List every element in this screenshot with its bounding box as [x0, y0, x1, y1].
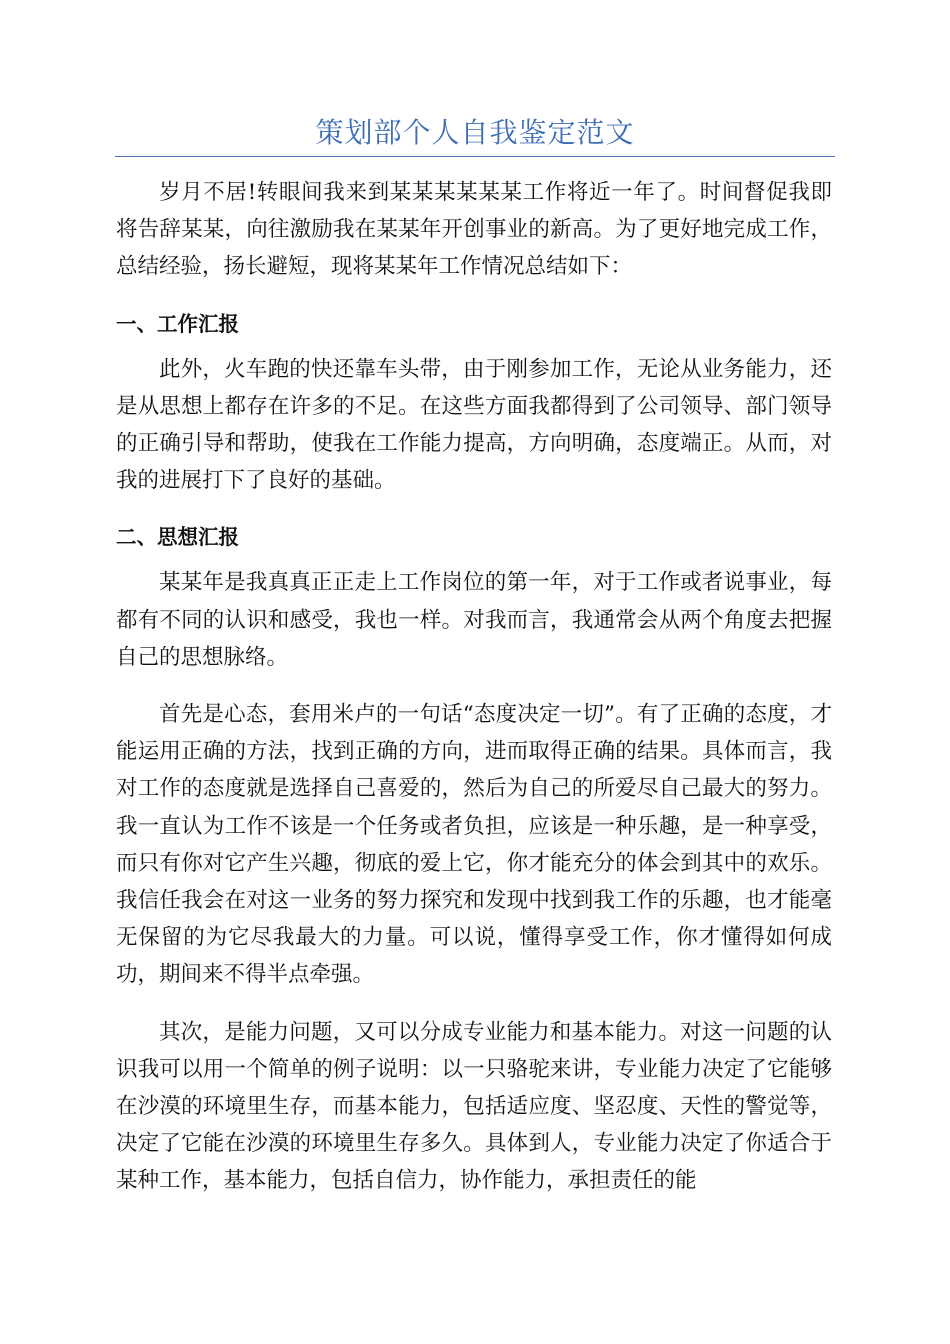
section-heading-thought-report: 二、思想汇报	[116, 525, 239, 550]
title-block	[115, 112, 835, 157]
intro-paragraph: 岁月不居!转眼间我来到某某某某某某工作将近一年了。时间督促我即将告辞某某，向往激励我在某某年开创事业的新高。为了更好地完成工作，总结经验，扬长避短，现将某某年工作情况总结如下：	[116, 180, 832, 280]
thought-report-paragraph: 某某年是我真真正正走上工作岗位的第一年，对于工作或者说事业，每都有不同的认识和感受，我也一样。对我而言，我通常会从两个角度去把握自己的思想脉络。	[116, 570, 832, 670]
document-body	[116, 174, 832, 1200]
attitude-paragraph: 首先是心态，套用米卢的一句话“态度决定一切”。有了正确的态度，才能运用正确的方法，找到正确的方向，进而取得正确的结果。具体而言，我对工作的态度就是选择自己喜爱的，然后为自己的所爱尽自己最大的努力。我一直认为工作不该是一个任务或者负担，应该是一种乐趣，是一种享受，而只有你对它产生兴趣，彻底的爱上它，你才能充分的体会到其中的欢乐。我信任我会在对这一业务的努力探究和发现中找到我工作的乐趣，也才能毫无保留的为它尽我最大的力量。可以说，懂得享受工作，你才懂得如何成功，期间来不得半点牵强。	[116, 702, 832, 988]
ability-paragraph: 其次，是能力问题，又可以分成专业能力和基本能力。对这一问题的认识我可以用一个简单的例子说明：以一只骆驼来讲，专业能力决定了它能够在沙漠的环境里生存，而基本能力，包括适应度、坚忍度、天性的警觉等，决定了它能在沙漠的环境里生存多久。具体到人，专业能力决定了你适合于某种工作，基本能力，包括自信力，协作能力，承担责任的能	[116, 1019, 832, 1194]
document-title: 策划部个人自我鉴定范文	[315, 116, 635, 149]
section-heading-work-report: 一、工作汇报	[116, 311, 239, 336]
work-report-paragraph: 此外，火车跑的快还靠车头带，由于刚参加工作，无论从业务能力，还是从思想上都存在许多的不足。在这些方面我都得到了公司领导、部门领导的正确引导和帮助，使我在工作能力提高，方向明确，态度端正。从而，对我的进展打下了良好的基础。	[116, 356, 832, 494]
